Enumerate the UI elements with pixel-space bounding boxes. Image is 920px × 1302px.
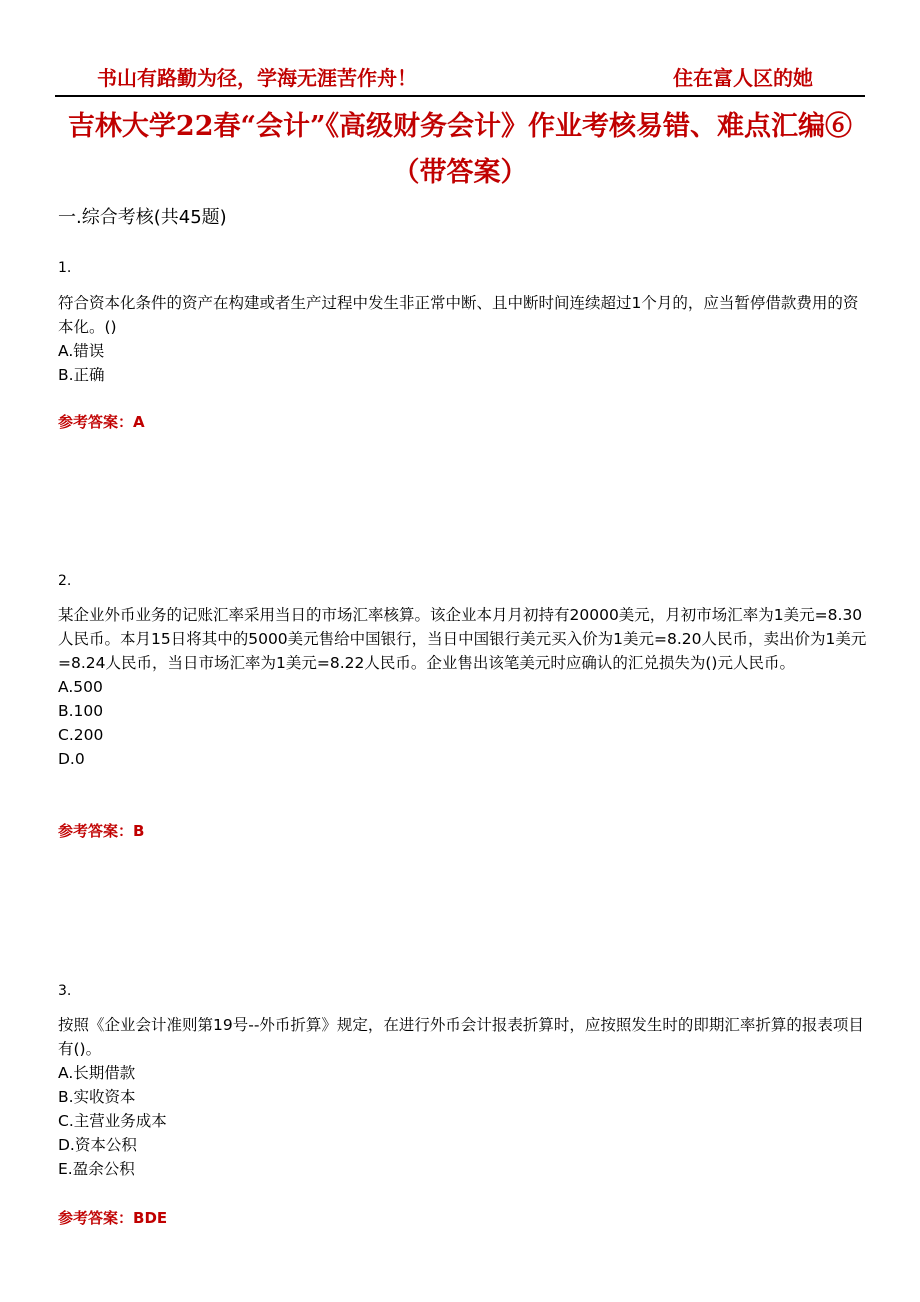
question-body xyxy=(58,603,868,771)
answer-label: 参考答案： xyxy=(58,413,134,431)
answer-option: C.200 xyxy=(58,726,104,744)
question-stem: 符合资本化条件的资产在构建或者生产过程中发生非正常中断、且中断时间连续超过1个月的，应当暂停借款费用的资本化。() xyxy=(58,294,859,336)
reference-answer xyxy=(58,820,144,842)
answer-label: 参考答案： xyxy=(58,822,134,840)
answer-option: E.盈余公积 xyxy=(58,1160,135,1178)
section-title: 一.综合考核(共45题) xyxy=(58,207,227,228)
answer-label: 参考答案： xyxy=(58,1209,134,1227)
question-body xyxy=(58,1013,868,1181)
question-stem: 按照《企业会计准则第19号--外币折算》规定，在进行外币会计报表折算时，应按照发生时的即期汇率折算的报表项目有()。 xyxy=(58,1016,864,1058)
answer-option: D.资本公积 xyxy=(58,1136,137,1154)
answer-option: A.错误 xyxy=(58,342,105,360)
answer-option: C.主营业务成本 xyxy=(58,1112,167,1130)
answer-option: B.正确 xyxy=(58,366,105,384)
question-number: 3. xyxy=(58,983,72,999)
document-title: 吉林大学22春“会计”《高级财务会计》作业考核易错、难点汇编⑥（带答案） xyxy=(67,111,853,188)
answer-value: B xyxy=(133,822,145,840)
question-number: 1. xyxy=(58,260,72,276)
reference-answer xyxy=(58,1207,167,1229)
answer-option: A.500 xyxy=(58,678,103,696)
reference-answer xyxy=(58,411,145,433)
header-left-motto: 书山有路勤为径，学海无涯苦作舟！ xyxy=(97,66,417,90)
answer-value: BDE xyxy=(133,1209,168,1227)
question-number: 2. xyxy=(58,573,72,589)
question-body xyxy=(58,291,868,387)
answer-option: B.100 xyxy=(58,702,104,720)
answer-option: D.0 xyxy=(58,750,85,768)
question-stem: 某企业外币业务的记账汇率采用当日的市场汇率核算。该企业本月月初持有20000美元，月初市场汇率为1美元=8.30人民币。本月15日将其中的5000美元售给中国银行，当日中国银行美元买入价为1美元=8.20人民币，卖出价为1美元=8.24人民币，当日市场汇率为1美元=8.22人民币。企业售出该笔美元时应确认的汇兑损失为()元人民币。 xyxy=(58,606,867,672)
answer-value: A xyxy=(133,413,145,431)
header-right-motto: 住在富人区的她 xyxy=(673,66,813,90)
header-divider xyxy=(55,95,865,97)
answer-option: B.实收资本 xyxy=(58,1088,136,1106)
answer-option: A.长期借款 xyxy=(58,1064,136,1082)
